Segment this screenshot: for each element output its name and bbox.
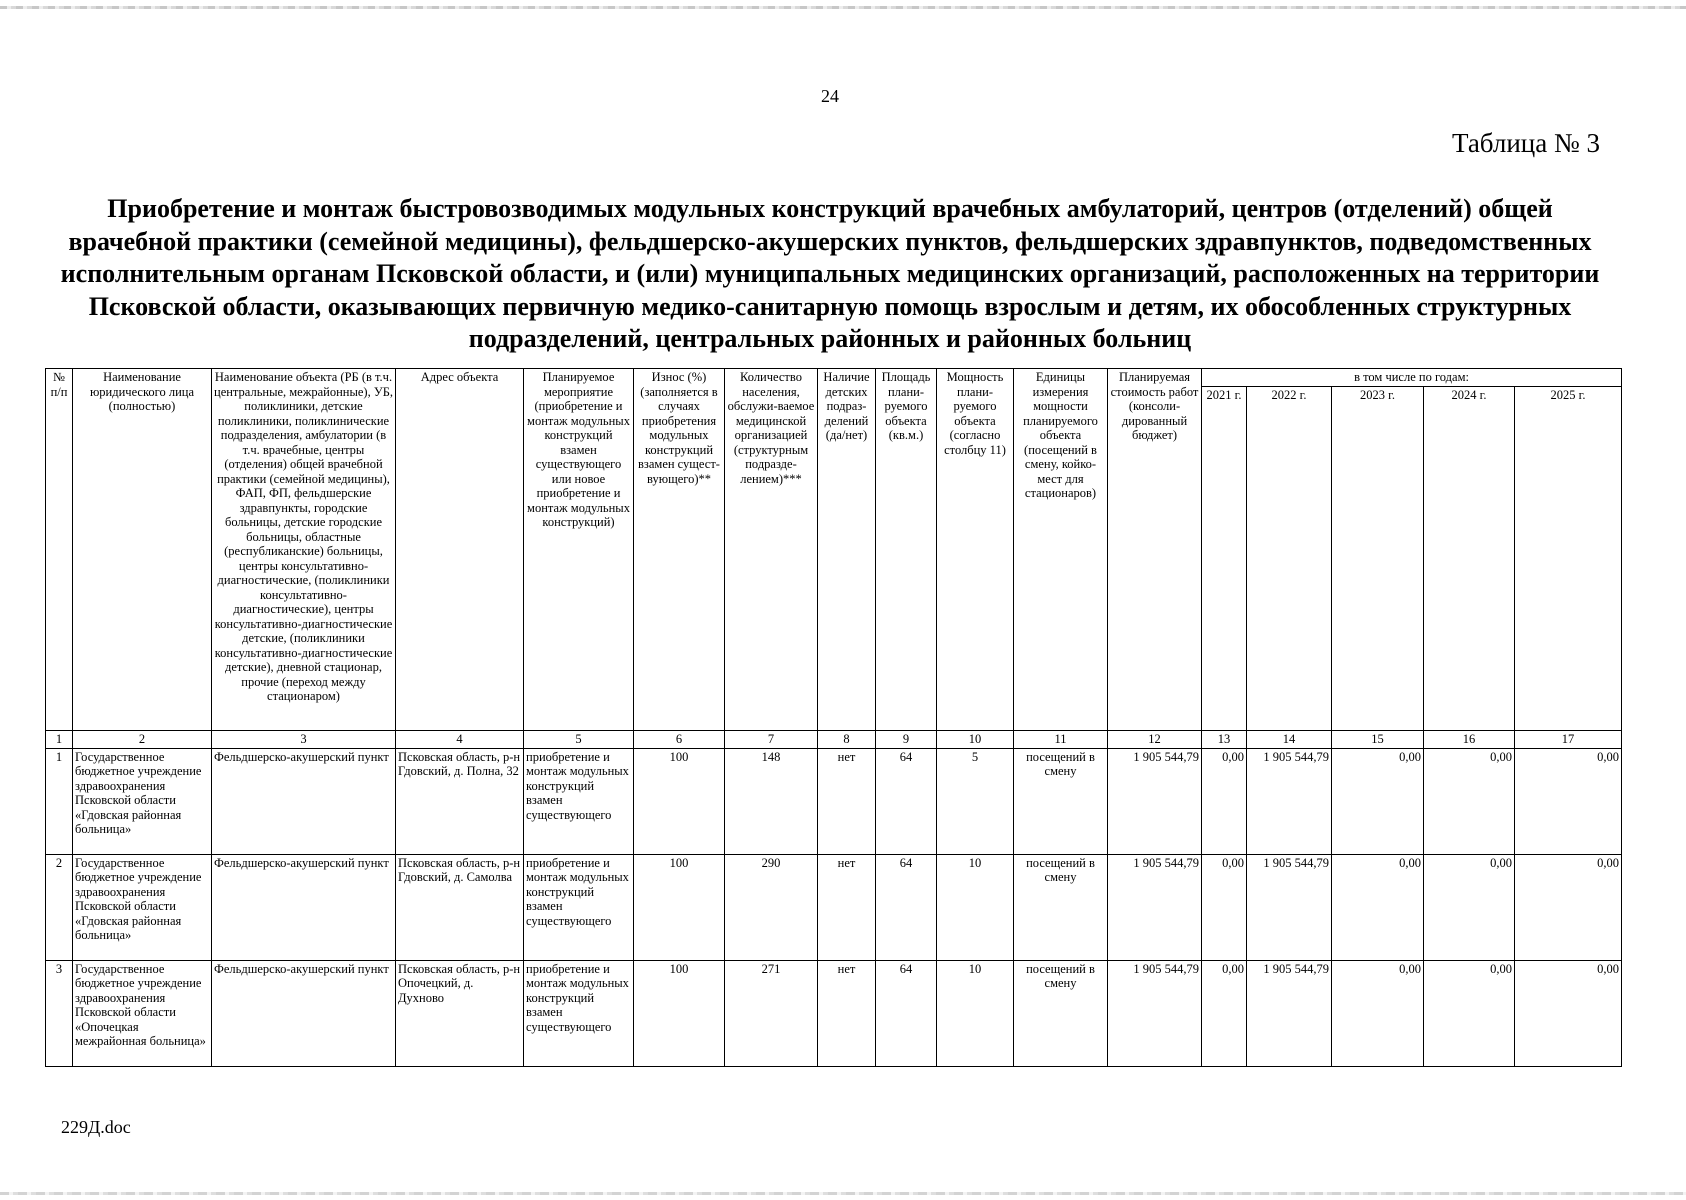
column-number: 5 [524, 730, 634, 748]
cell-cost: 1 905 544,79 [1108, 960, 1202, 1066]
cell-measure: приобретение и монтаж модульных конструкций взамен существующего [524, 960, 634, 1066]
footer-filename: 229Д.doc [61, 1117, 131, 1137]
cell-year-2024: 0,00 [1424, 854, 1515, 960]
cell-year-2021: 0,00 [1202, 960, 1247, 1066]
cell-year-2023: 0,00 [1332, 854, 1424, 960]
scan-edge-bottom [0, 1192, 1686, 1195]
header-year-2024: 2024 г. [1424, 386, 1515, 730]
cell-area: 64 [876, 854, 937, 960]
cell-year-2024: 0,00 [1424, 960, 1515, 1066]
column-number: 17 [1515, 730, 1622, 748]
column-number: 8 [818, 730, 876, 748]
column-number-row [46, 730, 1622, 748]
cell-children-units: нет [818, 960, 876, 1066]
column-number: 14 [1247, 730, 1332, 748]
cell-legal-name: Государственное бюджетное учреждение здравоохранения Псковской области «Опочецкая межрайонная больница» [73, 960, 212, 1066]
column-number: 6 [634, 730, 725, 748]
header-num: № п/п [46, 369, 73, 731]
cell-year-2023: 0,00 [1332, 960, 1424, 1066]
cell-num: 3 [46, 960, 73, 1066]
column-number: 11 [1014, 730, 1108, 748]
cell-capacity: 5 [937, 748, 1014, 854]
column-number: 2 [73, 730, 212, 748]
cell-population: 148 [725, 748, 818, 854]
cell-units: посещений в смену [1014, 854, 1108, 960]
header-by-years: в том числе по годам: [1202, 369, 1622, 387]
cell-measure: приобретение и монтаж модульных конструкций взамен существующего [524, 748, 634, 854]
cell-num: 1 [46, 748, 73, 854]
cell-object-name: Фельдшерско-акушерский пункт [212, 960, 396, 1066]
cell-legal-name: Государственное бюджетное учреждение здравоохранения Псковской области «Гдовская районная больница» [73, 748, 212, 854]
cell-year-2025: 0,00 [1515, 748, 1622, 854]
column-number: 7 [725, 730, 818, 748]
cell-capacity: 10 [937, 854, 1014, 960]
column-number: 9 [876, 730, 937, 748]
cell-cost: 1 905 544,79 [1108, 748, 1202, 854]
header-row [46, 369, 1622, 387]
cell-year-2022: 1 905 544,79 [1247, 854, 1332, 960]
column-number: 13 [1202, 730, 1247, 748]
cell-area: 64 [876, 748, 937, 854]
header-cost: Планируемая стоимость работ (консоли-дированный бюджет) [1108, 369, 1202, 731]
table-row [46, 748, 1622, 854]
cell-address: Псковская область, р-н Гдовский, д. Самолва [396, 854, 524, 960]
scan-edge-top [0, 6, 1686, 9]
cell-object-name: Фельдшерско-акушерский пункт [212, 748, 396, 854]
header-population: Количество населения, обслужи-ваемое медицинской организацией (структурным подразде-лением)*** [725, 369, 818, 731]
cell-year-2025: 0,00 [1515, 854, 1622, 960]
column-number: 12 [1108, 730, 1202, 748]
header-capacity: Мощность плани-руемого объекта (согласно столбцу 11) [937, 369, 1014, 731]
cell-year-2024: 0,00 [1424, 748, 1515, 854]
cell-wear: 100 [634, 748, 725, 854]
cell-year-2025: 0,00 [1515, 960, 1622, 1066]
header-units: Единицы измерения мощности планируемого объекта (посещений в смену, койко-мест для стационаров) [1014, 369, 1108, 731]
header-legal-name: Наименование юридического лица (полностью) [73, 369, 212, 731]
header-wear: Износ (%) (заполняется в случаях приобретения модульных конструкций взамен сущест-вующего)** [634, 369, 725, 731]
cell-measure: приобретение и монтаж модульных конструкций взамен существующего [524, 854, 634, 960]
cell-wear: 100 [634, 960, 725, 1066]
column-number: 4 [396, 730, 524, 748]
header-year-2025: 2025 г. [1515, 386, 1622, 730]
cell-capacity: 10 [937, 960, 1014, 1066]
cell-population: 271 [725, 960, 818, 1066]
data-table [45, 368, 1622, 1067]
table-row [46, 854, 1622, 960]
cell-year-2021: 0,00 [1202, 854, 1247, 960]
column-number: 15 [1332, 730, 1424, 748]
cell-object-name: Фельдшерско-акушерский пункт [212, 854, 396, 960]
cell-year-2023: 0,00 [1332, 748, 1424, 854]
header-measure: Планируемое мероприятие (приобретение и монтаж модульных конструкций взамен существующего или новое приобретение и монтаж модульных конструкций) [524, 369, 634, 731]
cell-year-2022: 1 905 544,79 [1247, 960, 1332, 1066]
cell-year-2022: 1 905 544,79 [1247, 748, 1332, 854]
header-address: Адрес объекта [396, 369, 524, 731]
header-year-2022: 2022 г. [1247, 386, 1332, 730]
cell-address: Псковская область, р-н Опочецкий, д. Духново [396, 960, 524, 1066]
header-object-name: Наименование объекта (РБ (в т.ч. центральные, межрайонные), УБ, поликлиники, детские поликлиники, поликлинические подразделения, амбулатории (в т.ч. врачебные, центры (отделения) общей врачебной практики (семейной медицины), ФАП, ФП, фельдшерские здравпункты, городские больницы, детские городские больницы, областные (республиканские) больницы, центры консультативно-диагностические, (поликлиники консультативно-диагностические), центры консультативно-диагностические детские, (поликлиники консультативно-диагностические детские), дневной стационар, прочие (переход между стационаром) [212, 369, 396, 731]
header-children-units: Наличие детских подраз-делений (да/нет) [818, 369, 876, 731]
cell-cost: 1 905 544,79 [1108, 854, 1202, 960]
cell-units: посещений в смену [1014, 960, 1108, 1066]
document-title: Приобретение и монтаж быстровозводимых модульных конструкций врачебных амбулаторий, центров (отделений) общей врачебной практики (семейной медицины), фельдшерско-акушерских пунктов, фельдшерских здравпунктов, подведомственных исполнительным органам Псковской области, и (или) муниципальных медицинских организаций, расположенных на территории Псковской области, оказывающих первичную медико-санитарную помощь взрослым и детям, их обособленных структурных подразделений, центральных районных и районных больниц [60, 194, 1600, 353]
header-year-2021: 2021 г. [1202, 386, 1247, 730]
column-number: 16 [1424, 730, 1515, 748]
page-number: 24 [821, 86, 839, 106]
header-year-2023: 2023 г. [1332, 386, 1424, 730]
cell-wear: 100 [634, 854, 725, 960]
column-number: 1 [46, 730, 73, 748]
cell-children-units: нет [818, 854, 876, 960]
table-row [46, 960, 1622, 1066]
cell-address: Псковская область, р-н Гдовский, д. Полна, 32 [396, 748, 524, 854]
cell-units: посещений в смену [1014, 748, 1108, 854]
cell-children-units: нет [818, 748, 876, 854]
cell-population: 290 [725, 854, 818, 960]
cell-area: 64 [876, 960, 937, 1066]
table-label: Таблица № 3 [1452, 128, 1600, 158]
column-number: 3 [212, 730, 396, 748]
cell-year-2021: 0,00 [1202, 748, 1247, 854]
column-number: 10 [937, 730, 1014, 748]
cell-legal-name: Государственное бюджетное учреждение здравоохранения Псковской области «Гдовская районная больница» [73, 854, 212, 960]
header-area: Площадь плани-руемого объекта (кв.м.) [876, 369, 937, 731]
cell-num: 2 [46, 854, 73, 960]
